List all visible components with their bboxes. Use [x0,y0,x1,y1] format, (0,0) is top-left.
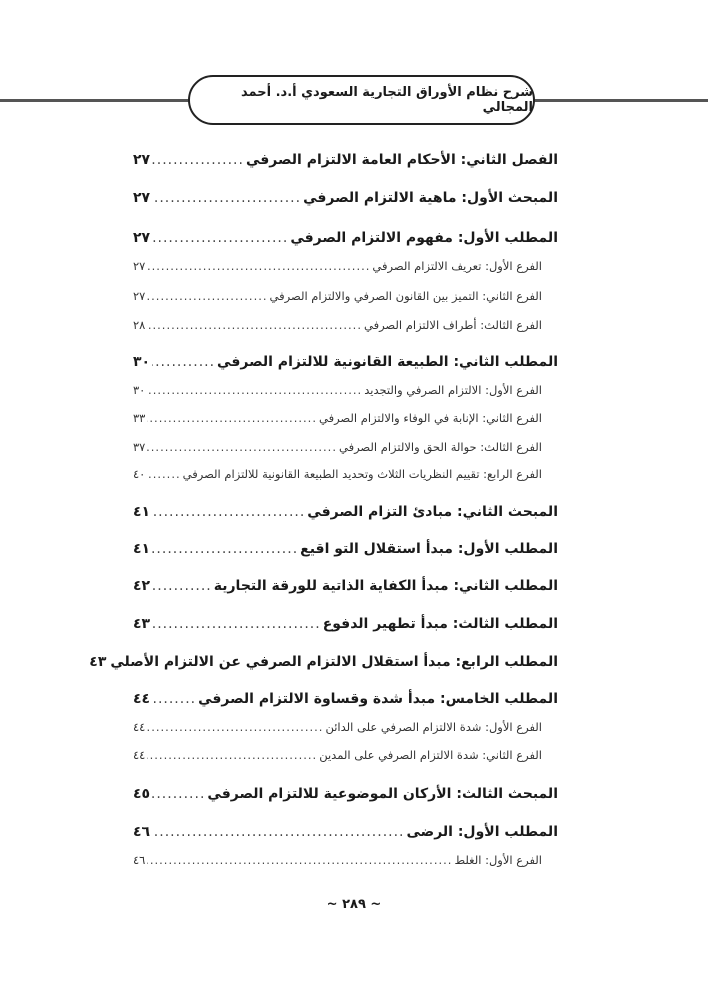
dot-leader [147,285,267,307]
toc-entry-page: ٤٢ [133,578,151,594]
toc-entry [133,744,542,766]
toc-entry [133,314,542,336]
toc-entry-title: المبحث الأول: ماهية الالتزام الصرفي [303,190,558,206]
toc-entry [133,688,558,710]
toc-entry [133,538,558,560]
toc-entry [89,651,558,673]
toc-entry-page: ٤٠ [133,467,146,481]
dot-leader [152,227,288,249]
toc-entry [133,463,542,485]
toc-entry-page: ٣٠ [133,354,151,370]
toc-entry-title: الفرع الأول: الغلط [454,853,542,867]
toc-entry-page: ٤٤ [133,720,146,734]
toc-entry-page: ٤٤ [133,691,151,707]
toc-entry-title: المطلب الأول: الرضى [406,824,558,840]
toc-entry-title: المطلب الأول: مبدأ استقلال التو اقيع [300,541,558,557]
toc-entry [133,501,558,523]
toc-entry [133,255,542,277]
toc-entry-page: ٢٧ [133,289,146,303]
toc-entry [133,285,542,307]
page-number: ~ ٢٨٩ ~ [326,897,382,912]
header-title: شرح نظام الأوراق التجارية السعودي أ.د. أحمد المجالي [241,85,533,115]
dot-leader [152,501,305,523]
dot-leader [147,436,337,458]
toc-entry-page: ٢٧ [133,259,146,273]
toc-entry [133,407,542,429]
dot-leader [147,255,370,277]
toc-entry-title: الفرع الأول: شدة الالتزام الصرفي على الدائن [325,720,542,734]
dot-leader [152,688,196,710]
dot-leader [147,407,317,429]
dot-leader [147,744,317,766]
toc-entry-title: المطلب الثالث: مبدأ تطهير الدفوع [322,616,558,632]
toc-entry-title: الفرع الثالث: حوالة الحق والالتزام الصرفي [338,440,542,454]
toc-entry [133,351,558,373]
toc-entry-page: ٣٣ [133,411,146,425]
toc-entry-page: ٢٨ [133,318,146,332]
toc-entry [133,575,558,597]
dot-leader [152,351,215,373]
toc-entry-title: المبحث الثاني: مبادئ التزام الصرفي [307,504,558,520]
toc-entry-title: الفرع الثاني: الإنابة في الوفاء والالتزام الصرفي [319,411,542,425]
dot-leader [152,821,404,843]
running-header [188,75,535,125]
toc-entry-page: ٤١ [133,541,151,557]
toc-entry-title: الفرع الثاني: التميز بين القانون الصرفي والالتزام الصرفي [269,289,542,303]
toc-entry-title: الفرع الثاني: شدة الالتزام الصرفي على المدين [319,748,542,762]
toc-entry-title: المطلب الخامس: مبدأ شدة وقساوة الالتزام الصرفي [198,691,558,707]
toc-entry-title: الفرع الأول: الالتزام الصرفي والتجديد [364,383,542,397]
toc-entry-page: ٤٣ [133,616,151,632]
toc-entry-title: الفرع الرابع: تقييم النظريات الثلاث وتحديد الطبيعة القانونية للالتزام الصرفي [182,467,542,481]
toc-entry [133,436,542,458]
toc-entry-page: ٢٧ [133,152,151,168]
toc-entry [133,379,542,401]
toc-entry-title: المطلب الأول: مفهوم الالتزام الصرفي [290,230,558,246]
toc-entry [133,821,558,843]
toc-entry-page: ٣٧ [133,440,146,454]
toc-entry [133,716,542,738]
toc-entry-title: المطلب الرابع: مبدأ استقلال الالتزام الصرفي عن الالتزام الأصلي [110,654,558,670]
toc-entry-title: الفرع الأول: تعريف الالتزام الصرفي [372,259,542,273]
toc-entry-page: ٤٣ [89,654,107,670]
toc-entry-title: الفرع الثالث: أطراف الالتزام الصرفي [364,318,542,332]
dot-leader [152,149,244,171]
dot-leader [152,613,321,635]
toc-entry-page: ٤٦ [133,853,146,867]
toc-entry [133,187,558,209]
dot-leader [152,187,301,209]
toc-entry-page: ٤٦ [133,824,151,840]
toc-entry-page: ٤٥ [133,786,151,802]
dot-leader [147,716,323,738]
toc-entry-page: ٤١ [133,504,151,520]
toc-entry-page: ٢٧ [133,230,151,246]
toc-entry [133,613,558,635]
toc-entry [133,227,558,249]
dot-leader [152,783,205,805]
toc-entry [133,849,542,871]
toc-entry-page: ٤٤ [133,748,146,762]
toc-entry-title: المطلب الثاني: مبدأ الكفاية الذاتية للورقة التجارية [213,578,558,594]
toc-entry [133,783,558,805]
dot-leader [147,379,362,401]
toc-entry-page: ٣٠ [133,383,146,397]
dot-leader [147,849,452,871]
toc-entry-title: المبحث الثالث: الأركان الموضوعية للالتزام الصرفي [207,786,558,802]
dot-leader [147,463,180,485]
toc-entry [133,149,558,171]
dot-leader [147,314,362,336]
toc-entry-title: المطلب الثاني: الطبيعة القانونية للالتزام الصرفي [217,354,558,370]
toc-entry-title: الفصل الثاني: الأحكام العامة الالتزام الصرفي [245,152,558,168]
toc-entry-page: ٢٧ [133,190,151,206]
dot-leader [152,575,212,597]
dot-leader [152,538,298,560]
